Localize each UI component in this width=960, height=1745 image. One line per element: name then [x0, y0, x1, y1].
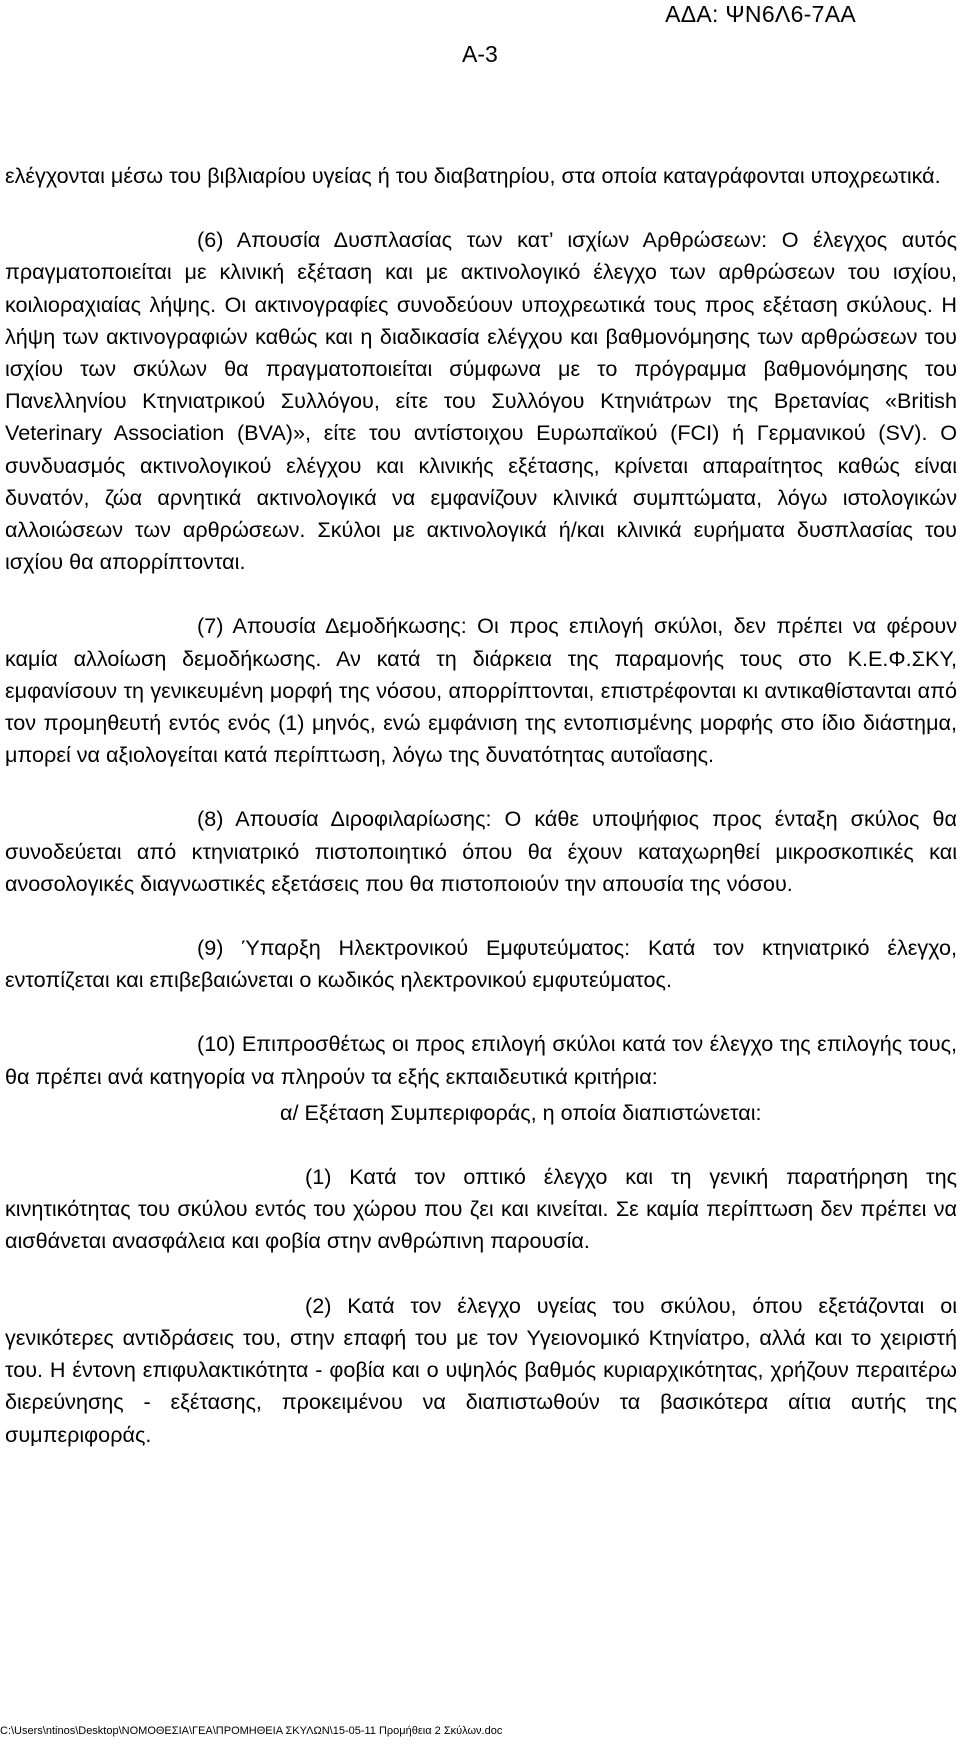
annex-label: Α-3	[462, 41, 498, 67]
paragraph-text: (8) Απουσία Διροφιλαρίωσης: Ο κάθε υποψήφιος προς ένταξη σκύλος θα συνοδεύεται από κτηνιατρικό πιστοποιητικό όπου θα έχουν καταχωρηθεί μικροσκοπικές και ανοσολογικές διαγνωστικές εξετάσεις που θα πιστοποιούν την απουσία της νόσου.	[5, 806, 957, 896]
paragraph-continuation: ελέγχονται μέσω του βιβλιαρίου υγείας ή του διαβατηρίου, στα οποία καταγράφονται υποχρεωτικά.	[5, 163, 941, 188]
subheading-behavior-exam: α/ Εξέταση Συμπεριφοράς, η οποία διαπιστώνεται:	[280, 1099, 762, 1125]
paragraph-text: (2) Κατά τον έλεγχο υγείας του σκύλου, όπου εξετάζονται οι γενικότερες αντιδράσεις του, στην επαφή του με τον Υγειονομικό Κτηνίατρο, αλλά και το χειριστή του. Η έντονη επιφυλακτικότητα - φοβία και ο υψηλός βαθμός κυριαρχικότητας, χρήζουν περαιτέρω διερεύνησης - εξέτασης, προκειμένου να διαπιστωθούν τα βασικότερα αίτια αυτής της συμπεριφοράς.	[5, 1292, 957, 1447]
paragraph-subitem-2	[5, 1290, 957, 1451]
paragraph-text: (6) Απουσία Δυσπλασίας των κατ’ ισχίων Αρθρώσεων: Ο έλεγχος αυτός πραγματοποιείται με κλινική εξέταση και με ακτινολογικό έλεγχο των αρθρώσεων του ισχίου, κοιλιοραχιαίας λήψης. Οι ακτινογραφίες συνοδεύουν υποχρεωτικά τους προς εξέταση σκύλους. Η λήψη των ακτινογραφιών καθώς και η διαδικασία ελέγχου και βαθμονόμησης των αρθρώσεων του ισχίου των σκύλων θα πραγματοποιείται σύμφωνα με το πρόγραμμα βαθμονόμησης του Πανελληνίου Κτηνιατρικού Συλλόγου, είτε του Συλλόγου Κτηνιάτρων της Βρετανίας «British Veterinary Association (BVA)», είτε του αντίστοιχου Ευρωπαϊκού (FCI) ή Γερμανικού (SV). Ο συνδυασμός ακτινολογικού ελέγχου και κλινικής εξέτασης, κρίνεται απαραίτητος καθώς είναι δυνατόν, ζώα αρνητικά ακτινολογικά να εμφανίζουν κλινικά συμπτώματα, λόγω ιστολογικών αλλοιώσεων των αρθρώσεων. Σκύλοι με ακτινολογικά ή/και κλινικά ευρήματα δυσπλασίας του ισχίου θα απορρίπτονται.	[5, 227, 957, 575]
paragraph-item-6	[5, 224, 957, 578]
paragraph-subitem-1	[5, 1161, 957, 1258]
footer-file-path: C:\Users\ntinos\Desktop\ΝΟΜΟΘΕΣΙΑ\ΓΕΑ\ΠΡΟΜΗΘΕΙΑ ΣΚΥΛΩΝ\15-05-11 Προμήθεια 2 Σκύλων.doc	[0, 1725, 503, 1737]
paragraph-text: (9) Ύπαρξη Ηλεκτρονικού Εμφυτεύματος: Κατά τον κτηνιατρικό έλεγχο, εντοπίζεται και επιβεβαιώνεται ο κωδικός ηλεκτρονικού εμφυτεύματος.	[5, 935, 957, 993]
paragraph-item-9	[5, 932, 957, 996]
paragraph-item-7	[5, 610, 957, 771]
paragraph-item-10	[5, 1028, 957, 1092]
paragraph-item-8	[5, 803, 957, 900]
document-body	[5, 160, 957, 1451]
paragraph-text: (7) Απουσία Δεμοδήκωσης: Οι προς επιλογή σκύλοι, δεν πρέπει να φέρουν καμία αλλοίωση δεμοδήκωσης. Αν κατά τη διάρκεια της παραμονής τους στο Κ.Ε.Φ.ΣΚΥ, εμφανίσουν τη γενικευμένη μορφή της νόσου, απορρίπτονται, επιστρέφονται κι αντικαθίστανται από τον προμηθευτή εντός ενός (1) μηνός, ενώ εμφάνιση της εντοπισμένης μορφής στο ίδιο διάστημα, μπορεί να αξιολογείται κατά περίπτωση, λόγω της δυνατότητας αυτοΐασης.	[5, 613, 957, 768]
ada-code: ΑΔΑ: ΨΝ6Λ6-7ΑΑ	[665, 1, 856, 27]
paragraph-text: (1) Κατά τον οπτικό έλεγχο και τη γενική παρατήρηση της κινητικότητας του σκύλου εντός του χώρου που ζει και κινείται. Σε καμία περίπτωση δεν πρέπει να αισθάνεται ανασφάλεια και φοβία στην ανθρώπινη παρουσία.	[5, 1164, 957, 1254]
paragraph-text: (10) Επιπροσθέτως οι προς επιλογή σκύλοι κατά τον έλεγχο της επιλογής τους, θα πρέπει ανά κατηγορία να πληρούν τα εξής εκπαιδευτικά κριτήρια:	[5, 1031, 957, 1089]
